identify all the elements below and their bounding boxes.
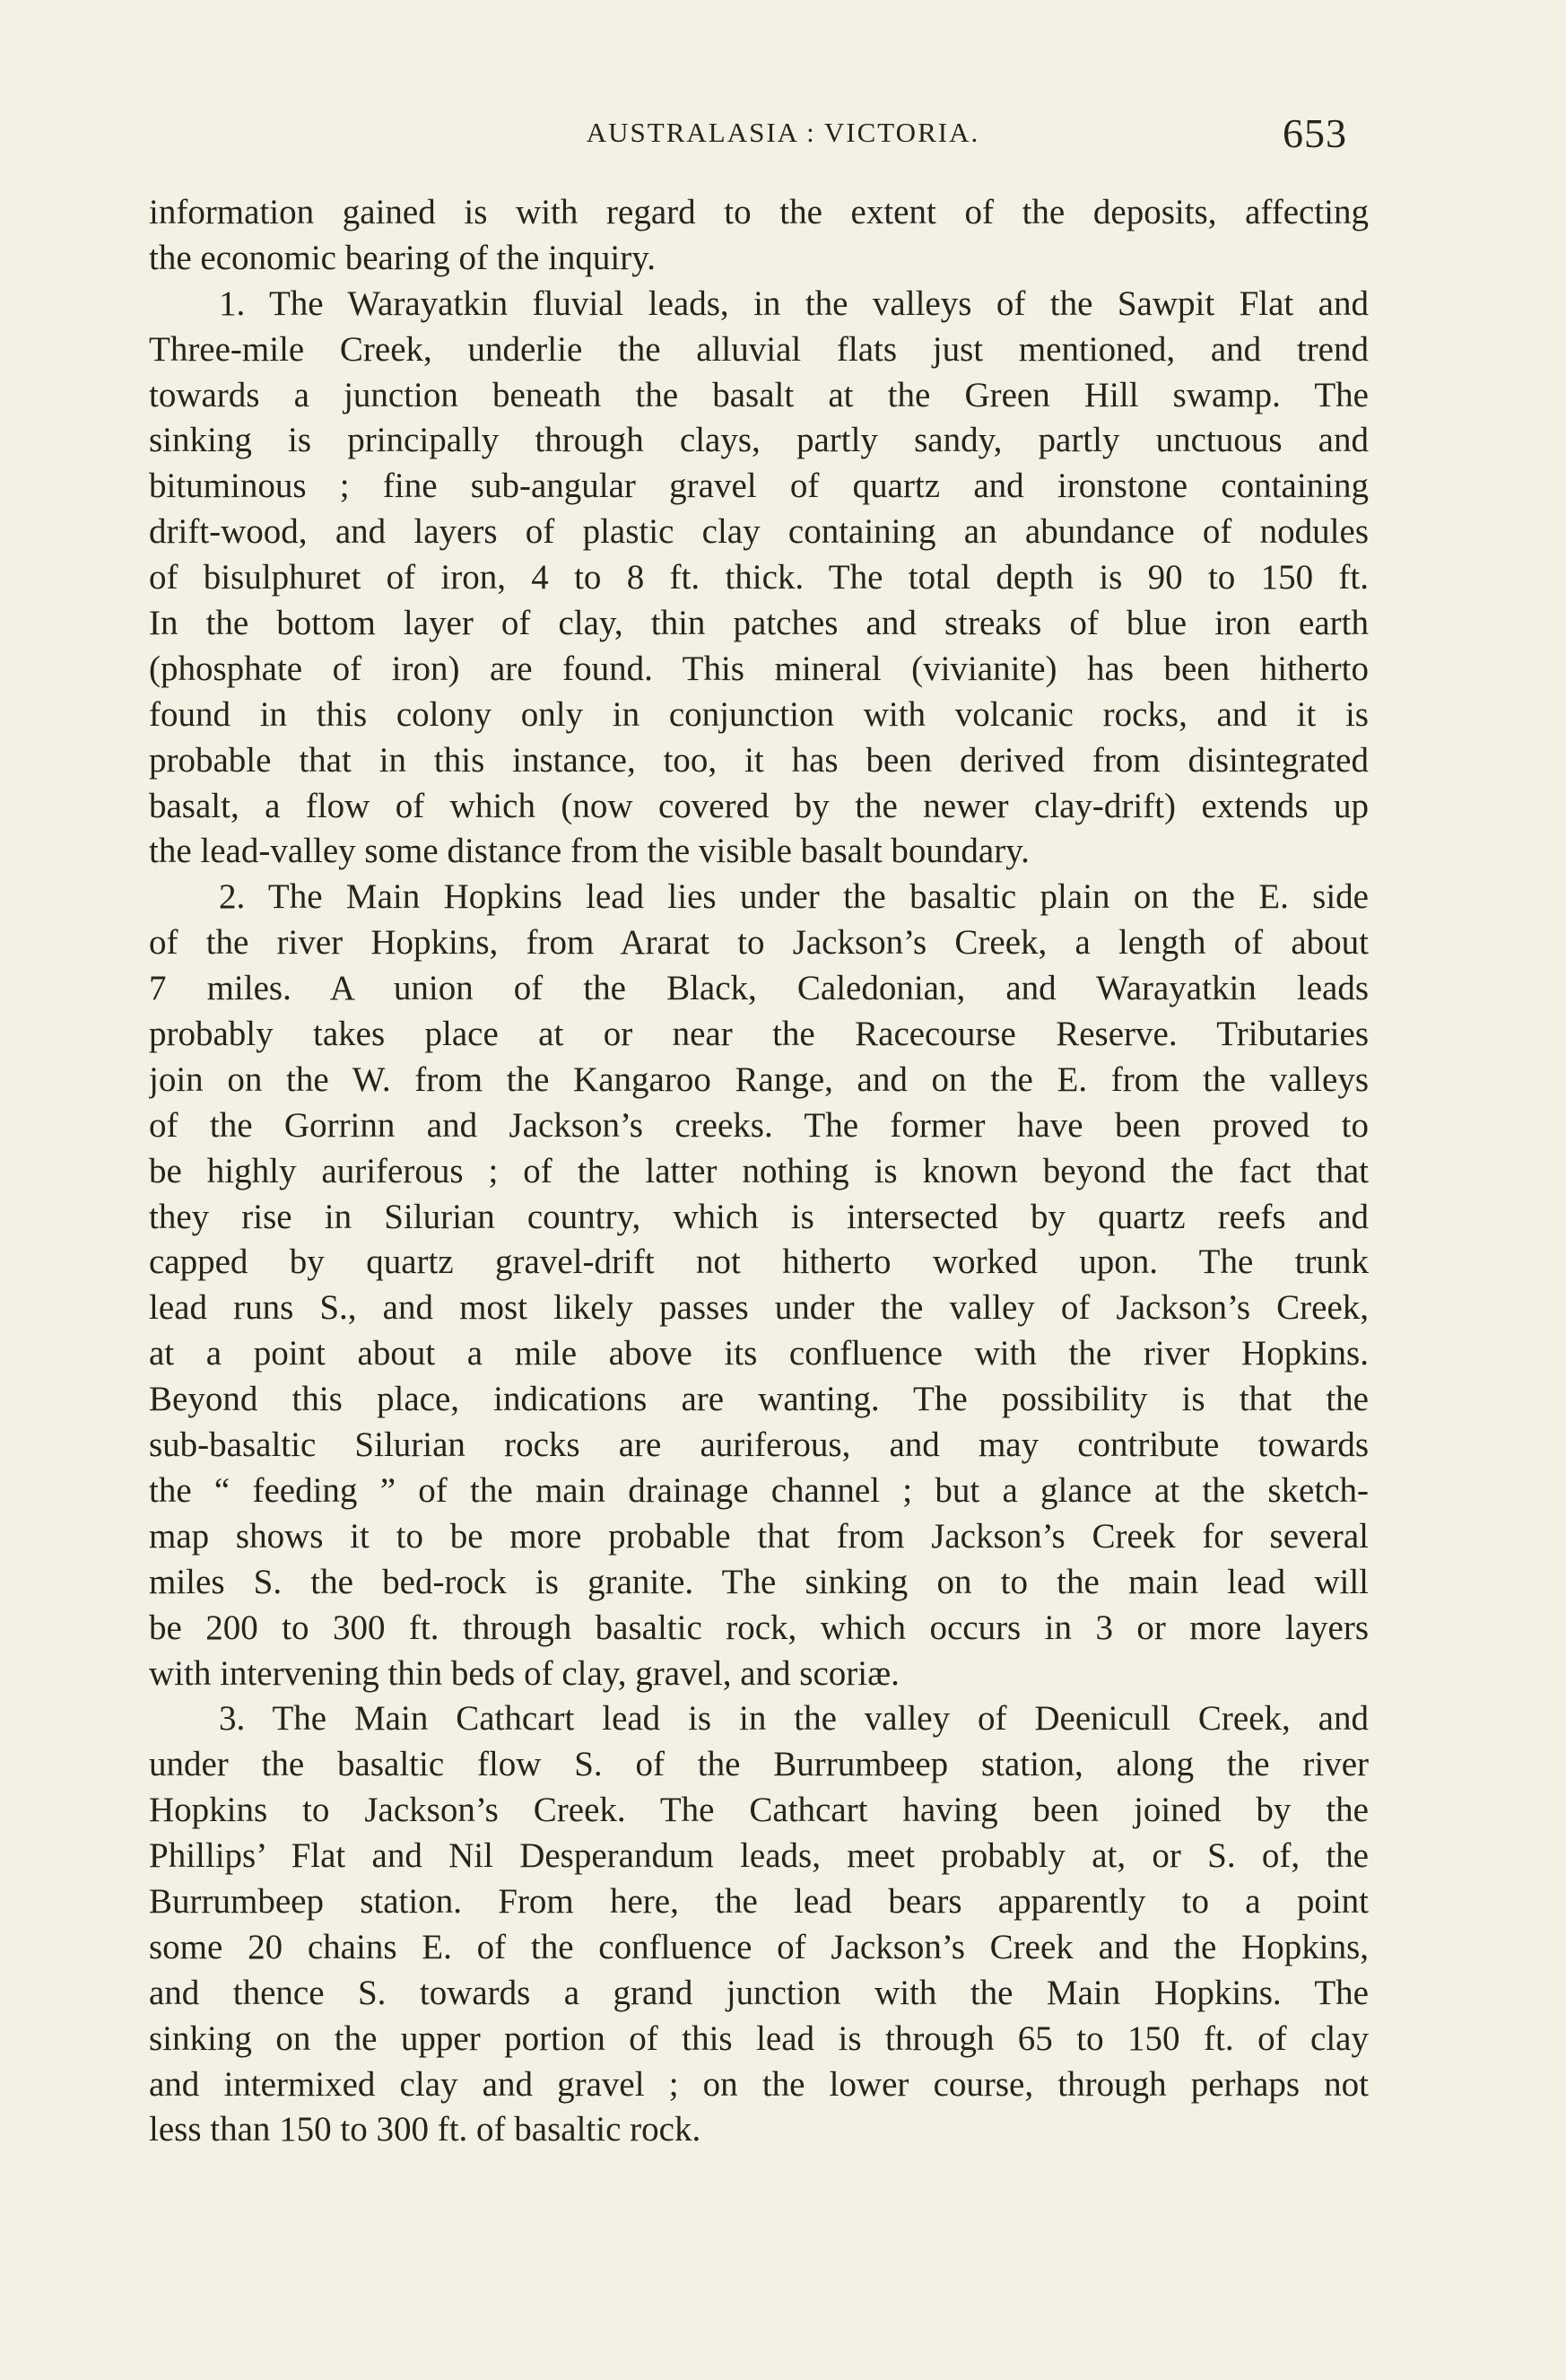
text-line: at a point about a mile above its confluence with the river Hopkins. (149, 1334, 1369, 1373)
text-line: towards a junction beneath the basalt at the Green Hill swamp. The (149, 375, 1369, 414)
text-line: miles S. the bed-rock is granite. The sinking on to the main lead will (149, 1562, 1369, 1601)
text-line: of bisulphuret of iron, 4 to 8 ft. thick. The total depth is 90 to 150 ft. (149, 558, 1369, 597)
text-line: basalt, a flow of which (now covered by the newer clay-drift) extends up (149, 786, 1369, 825)
text-line: 1. The Warayatkin fluvial leads, in the valleys of the Sawpit Flat and (219, 283, 1369, 323)
text-line: less than 150 to 300 ft. of basaltic rock. (149, 2110, 701, 2149)
text-line: be 200 to 300 ft. through basaltic rock, which occurs in 3 or more layers (149, 1608, 1369, 1647)
text-line: In the bottom layer of clay, thin patches and streaks of blue iron earth (149, 604, 1369, 643)
text-line: sinking on the upper portion of this lead is through 65 to 150 ft. of clay (149, 2018, 1369, 2058)
text-line: probable that in this instance, too, it has been derived from disintegrated (149, 740, 1369, 780)
text-line: 3. The Main Cathcart lead is in the valley of Deenicull Creek, and (219, 1699, 1369, 1739)
text-line: Hopkins to Jackson’s Creek. The Cathcart having been joined by the (149, 1791, 1369, 1830)
text-line: capped by quartz gravel-drift not hitherto worked upon. The trunk (149, 1242, 1369, 1282)
text-line: found in this colony only in conjunction with volcanic rocks, and it is (149, 694, 1369, 734)
text-line: the lead-valley some distance from the visible basalt boundary. (149, 832, 1030, 871)
text-line: Three-mile Creek, underlie the alluvial flats just mentioned, and trend (149, 329, 1369, 369)
text-line: the economic bearing of the inquiry. (149, 238, 656, 277)
text-line: Burrumbeep station. From here, the lead bears apparently to a point (149, 1881, 1369, 1921)
page-number: 653 (1283, 110, 1347, 156)
text-line: with intervening thin beds of clay, gravel, and scoriæ. (149, 1653, 900, 1693)
running-head (0, 109, 1566, 163)
text-line: information gained is with regard to the extent of the deposits, affecting (149, 193, 1369, 231)
text-line: sinking is principally through clays, partly sandy, partly unctuous and (149, 421, 1369, 460)
text-line: map shows it to be more probable that from Jackson’s Creek for several (149, 1516, 1369, 1556)
text-line: (phosphate of iron) are found. This mineral (vivianite) has been hitherto (149, 649, 1369, 688)
text-line: drift-wood, and layers of plastic clay containing an abundance of nodules (149, 512, 1369, 552)
text-line: Phillips’ Flat and Nil Desperandum leads, meet probably at, or S. of, the (149, 1836, 1369, 1876)
text-line: the “ feeding ” of the main drainage channel ; but a glance at the sketch- (149, 1470, 1369, 1510)
running-title: AUSTRALASIA : VICTORIA. (586, 117, 980, 148)
text-line: lead runs S., and most likely passes under the valley of Jackson’s Creek, (149, 1288, 1369, 1328)
text-line: 7 miles. A union of the Black, Caledonian, and Warayatkin leads (149, 969, 1369, 1008)
text-line: join on the W. from the Kangaroo Range, and on the E. from the valleys (149, 1059, 1369, 1099)
text-line: of the river Hopkins, from Ararat to Jackson’s Creek, a length of about (149, 923, 1369, 963)
text-line: and thence S. towards a grand junction with the Main Hopkins. The (149, 1973, 1369, 2012)
text-line: of the Gorrinn and Jackson’s creeks. The former have been proved to (149, 1105, 1369, 1145)
text-line: probably takes place at or near the Racecourse Reserve. Tributaries (149, 1015, 1369, 1054)
body-text (149, 190, 1369, 2153)
text-line: some 20 chains E. of the confluence of Jackson’s Creek and the Hopkins, (149, 1927, 1369, 1966)
text-line: Beyond this place, indications are wanting. The possibility is that the (149, 1380, 1369, 1419)
text-line: sub-basaltic Silurian rocks are auriferous, and may contribute towards (149, 1425, 1369, 1465)
text-line: and intermixed clay and gravel ; on the lower course, through perhaps not (149, 2064, 1369, 2104)
text-line: 2. The Main Hopkins lead lies under the basaltic plain on the E. side (219, 877, 1369, 917)
text-line: be highly auriferous ; of the latter nothing is known beyond the fact that (149, 1151, 1369, 1190)
text-line: bituminous ; fine sub-angular gravel of quartz and ironstone containing (149, 466, 1369, 506)
text-line: they rise in Silurian country, which is intersected by quartz reefs and (149, 1197, 1369, 1236)
text-line: under the basaltic flow S. of the Burrumbeep station, along the river (149, 1745, 1369, 1784)
